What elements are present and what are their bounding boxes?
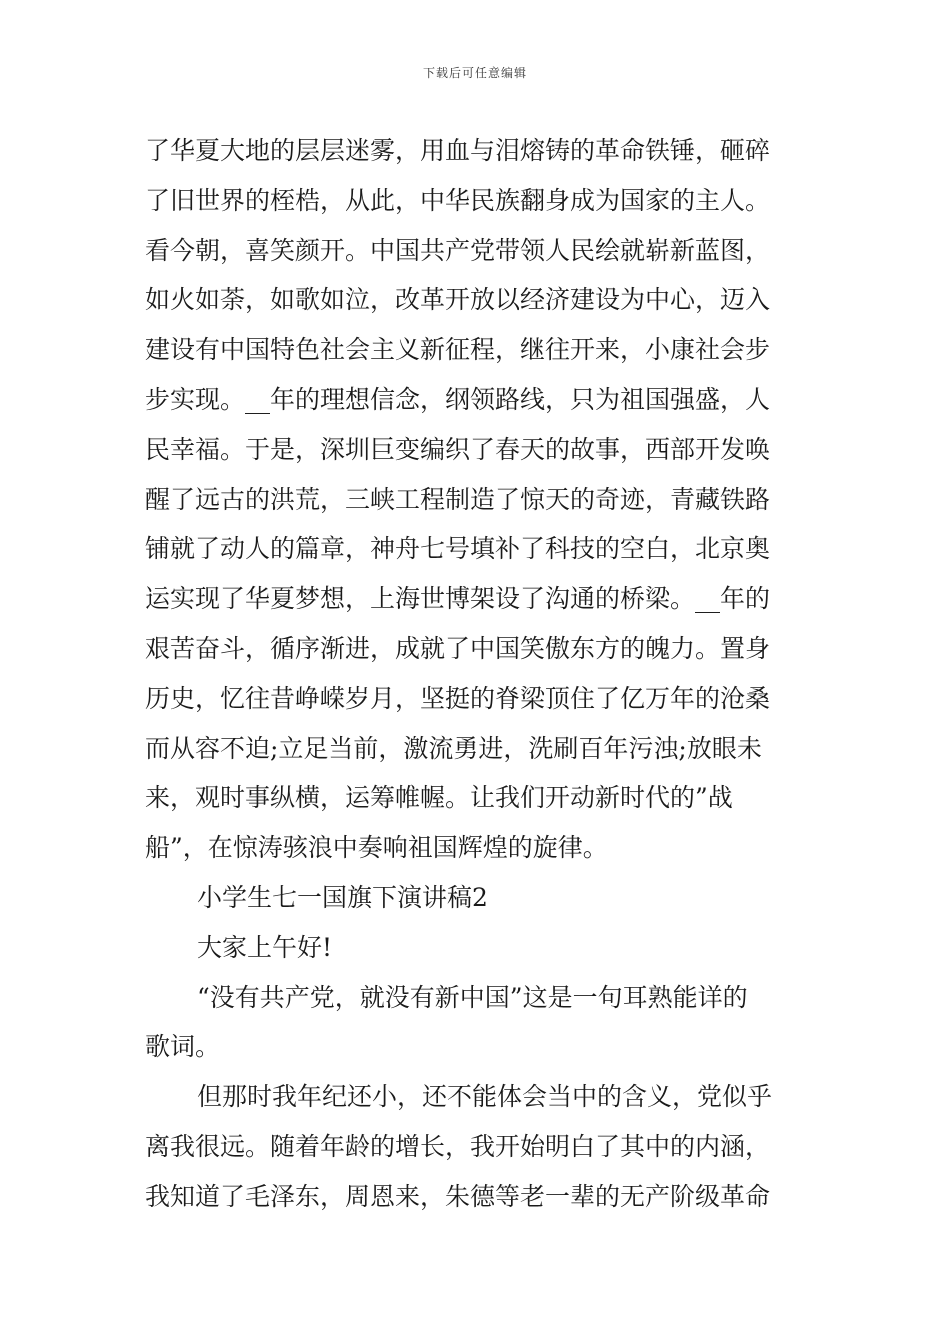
text-line: 铺就了动人的篇章，神舟七号填补了科技的空白，北京奥 (145, 534, 771, 564)
text-line: 建设有中国特色社会主义新征程，继往开来，小康社会步 (145, 335, 771, 365)
text-line: 歌词。 (145, 1032, 221, 1062)
greeting-line: 大家上午好! (197, 932, 333, 962)
text-line: 船”，在惊涛骇浪中奏响祖国辉煌的旋律。 (145, 833, 608, 863)
section-title: 小学生七一国旗下演讲稿2 (197, 882, 488, 912)
text-line: 艰苦奋斗，循序渐进，成就了中国笑傲东方的魄力。置身 (145, 633, 771, 663)
text-line: 历史，忆往昔峥嵘岁月，坚挺的脊梁顶住了亿万年的沧桑 (145, 683, 771, 713)
page-header: 下载后可任意编辑 (422, 66, 527, 80)
text-line: 醒了远古的洪荒，三峡工程制造了惊天的奇迹，青藏铁路 (145, 484, 771, 514)
text-line: 但那时我年纪还小，还不能体会当中的含义，党似乎 (197, 1082, 773, 1112)
text-line: 步实现。__年的理想信念，纲领路线，只为祖国强盛，人 (145, 384, 771, 414)
text-line: 我知道了毛泽东，周恩来，朱德等老一辈的无产阶级革命 (145, 1181, 771, 1211)
text-line: 离我很远。随着年龄的增长，我开始明白了其中的内涵， (145, 1131, 771, 1161)
text-line: “没有共产党，就没有新中国”这是一句耳熟能详的 (197, 982, 748, 1012)
text-line: 了旧世界的桎梏，从此，中华民族翻身成为国家的主人。 (145, 185, 771, 215)
text-line: 民幸福。于是，深圳巨变编织了春天的故事，西部开发唤 (145, 434, 771, 464)
text-line: 运实现了华夏梦想，上海世博架设了沟通的桥梁。__年的 (145, 584, 771, 614)
text-line: 如火如荼，如歌如泣，改革开放以经济建设为中心，迈入 (145, 285, 771, 315)
text-line: 了华夏大地的层层迷雾，用血与泪熔铸的革命铁锤，砸碎 (145, 136, 771, 165)
text-line: 来，观时事纵横，运筹帷幄。让我们开动新时代的”战 (145, 783, 733, 813)
text-line: 而从容不迫;立足当前，激流勇进，洗刷百年污浊;放眼未 (145, 733, 762, 763)
document-body (145, 126, 807, 1222)
text-line: 看今朝，喜笑颜开。中国共产党带领人民绘就崭新蓝图， (145, 235, 771, 265)
